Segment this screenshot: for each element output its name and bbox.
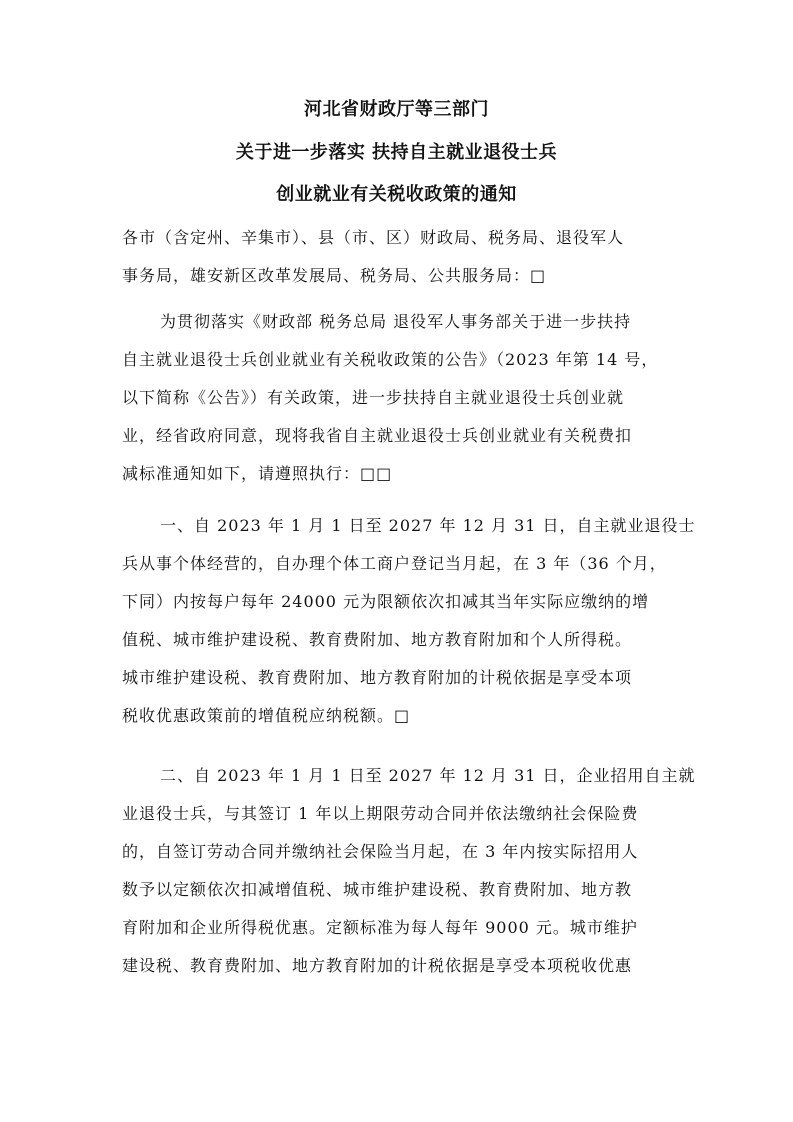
intro-paragraph: [122, 303, 682, 493]
section-1-line-2: 兵从事个体经营的，自办理个体工商户登记当月起，在 3 年（36 个月，: [122, 554, 667, 573]
section-2-line-2: 业退役士兵，与其签订 1 年以上期限劳动合同并依法缴纳社会保险费: [122, 804, 639, 823]
section-2-line-4: 数予以定额依次扣减增值税、城市维护建设税、教育费附加、地方教: [122, 880, 633, 899]
title-line-1: 河北省财政厅等三部门: [304, 99, 489, 120]
intro-line-4: 业，经省政府同意，现将我省自主就业退役士兵创业就业有关税费扣: [122, 426, 633, 445]
section-1-paragraph: [122, 507, 696, 735]
section-2-line-5: 育附加和企业所得税优惠。定额标准为每人每年 9000 元。城市维护: [122, 918, 638, 937]
title-line-3: 创业就业有关税收政策的通知: [276, 184, 517, 205]
section-1-line-3: 下同）内按每户每年 24000 元为限额依次扣减其当年实际应缴纳的增: [122, 592, 650, 611]
section-1-line-1: 一、自 2023 年 1 月 1 日至 2027 年 12 月 31 日，自主就业退役士: [160, 516, 696, 535]
addressee-paragraph: [122, 219, 682, 295]
addressee-line-2: 事务局，雄安新区改革发展局、税务局、公共服务局：□: [122, 266, 547, 285]
intro-line-3: 以下简称《公告》）有关政策，进一步扶持自主就业退役士兵创业就: [122, 388, 625, 407]
intro-line-1: 为贯彻落实《财政部 税务总局 退役军人事务部关于进一步扶持: [160, 312, 632, 331]
section-2-line-3: 的，自签订劳动合同并缴纳社会保险当月起，在 3 年内按实际招用人: [122, 842, 639, 861]
intro-line-2: 自主就业退役士兵创业就业有关税收政策的公告》（2023 年第 14 号，: [122, 350, 659, 369]
intro-line-5: 减标准通知如下，请遵照执行：□□: [122, 464, 393, 483]
section-2-line-1: 二、自 2023 年 1 月 1 日至 2027 年 12 月 31 日，企业招用自主就: [160, 766, 696, 785]
section-2-paragraph: [122, 757, 696, 985]
section-1-line-4: 值税、城市维护建设税、教育费附加、地方教育附加和个人所得税。: [122, 630, 633, 649]
section-2-line-6: 建设税、教育费附加、地方教育附加的计税依据是享受本项税收优惠: [122, 956, 633, 975]
section-1-line-5: 城市维护建设税、教育费附加、地方教育附加的计税依据是享受本项: [122, 668, 633, 687]
addressee-line-1: 各市（含定州、辛集市）、县（市、区）财政局、税务局、退役军人: [122, 228, 625, 247]
section-1-line-6: 税收优惠政策前的增值税应纳税额。□: [122, 706, 411, 725]
title-line-2: 关于进一步落实 扶持自主就业退役士兵: [235, 142, 558, 163]
